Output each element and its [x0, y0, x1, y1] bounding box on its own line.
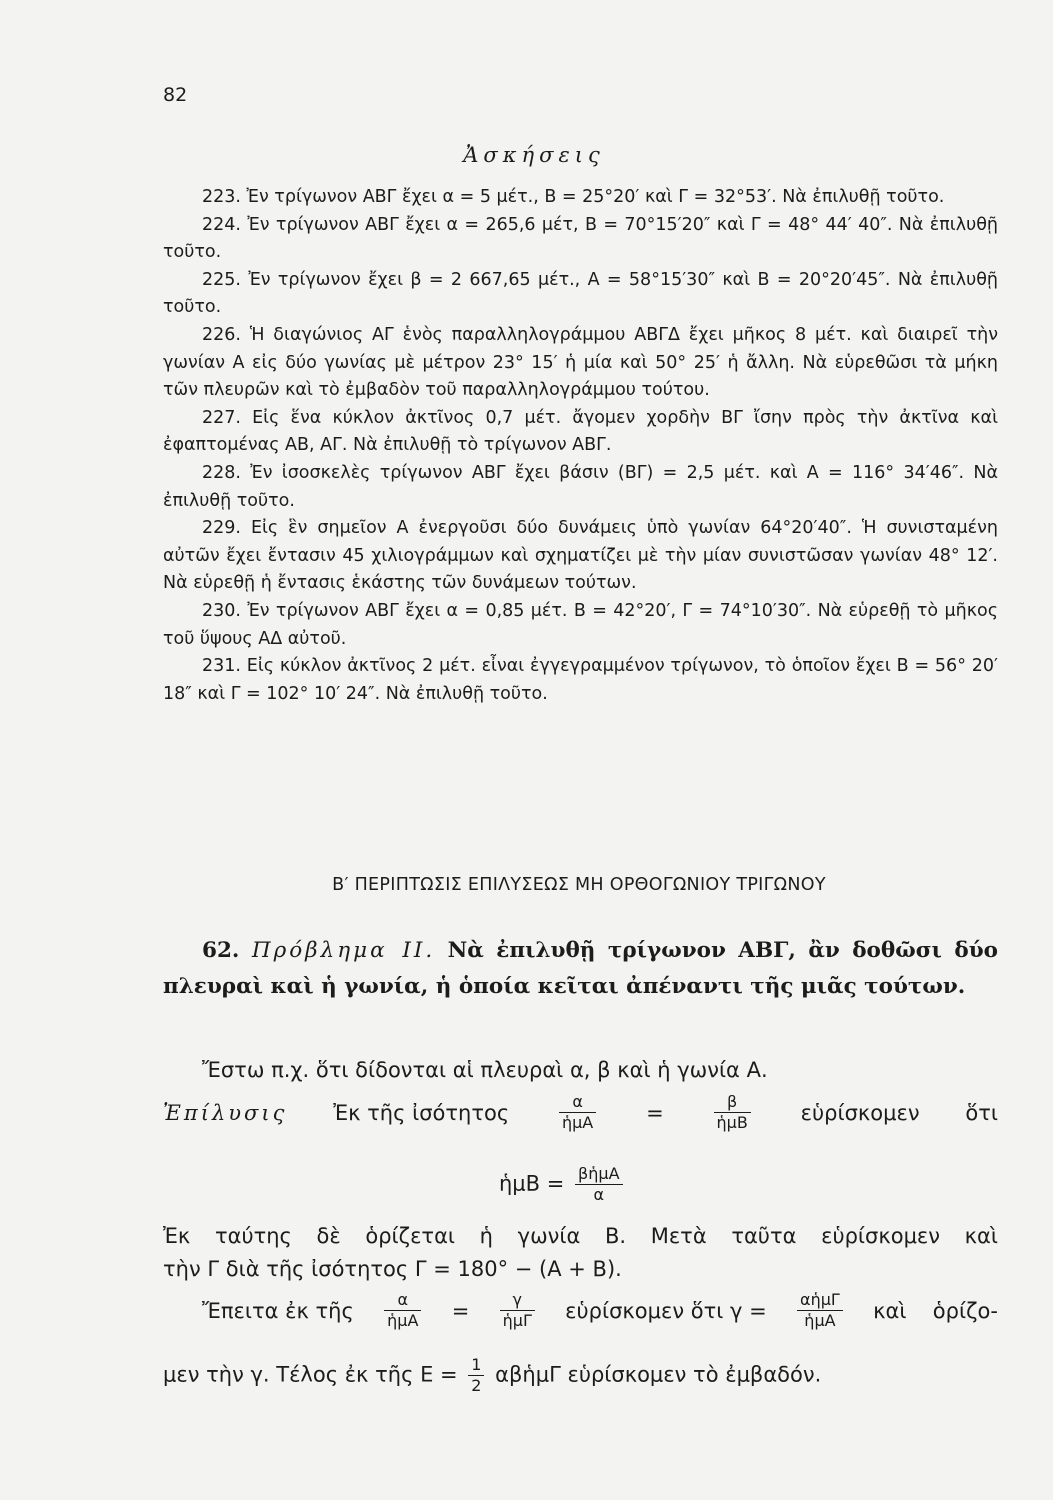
frac-num: α — [397, 1290, 409, 1309]
fraction-a-over-sinA-2 — [384, 1290, 421, 1331]
exercise-228: 228. Ἐν ἰσοσκελὲς τρίγωνον ΑΒΓ ἔχει βάσιν (ΒΓ) = 2,5 μέτ. καὶ Α = 116° 34′46″. Νὰ ἐπιλυθῇ τοῦτο. — [163, 462, 998, 511]
solution-line-4: τὴν Γ διὰ τῆς ἰσότητος Γ = 180° − (Α + Β). — [163, 1257, 622, 1281]
solution-line-3: Ἐκ ταύτης δὲ ὁρίζεται ἡ γωνία Β. Μετὰ ταῦτα εὑρίσκομεν καὶ — [163, 1224, 998, 1248]
frac-den: α — [575, 1184, 622, 1205]
section-heading: Ἀσκήσεις — [463, 143, 605, 167]
frac-den: ἡμΑ — [797, 1310, 843, 1331]
frac-num: 1 — [471, 1355, 482, 1374]
l5-mid: εὑρίσκομεν ὅτι γ = — [565, 1298, 767, 1323]
fraction-a-over-sinA — [559, 1092, 596, 1133]
problem-statement — [163, 933, 998, 1005]
page-number: 82 — [163, 84, 188, 106]
exercise-list — [163, 184, 998, 708]
l1-post2: ὅτι — [965, 1100, 998, 1125]
exercise-223: 223. Ἐν τρίγωνον ΑΒΓ ἔχει α = 5 μέτ., Β = 25°20′ καὶ Γ = 32°53′. Νὰ ἐπιλυθῇ τοῦτο. — [202, 187, 945, 207]
fraction-bsinA-over-a — [575, 1164, 622, 1205]
problem-number: 62. — [202, 938, 240, 963]
problem-label: Πρόβλημα ΙΙ. — [251, 938, 436, 963]
exercise-226: 226. Ἡ διαγώνιος ΑΓ ἑνὸς παραλληλογράμμου ΑΒΓΔ ἔχει μῆκος 8 μέτ. καὶ διαιρεῖ τὴν γωνίαν Α εἰς δύο γωνίας μὲ μέτρον 23° 15′ ἡ μία καὶ 50° 25′ ἡ ἄλλη. Νὰ εὑρεθῶσι τὰ μήκη τῶν πλευρῶν καὶ τὸ ἐμβαδὸν τοῦ παραλληλογράμμου τούτου. — [163, 324, 998, 401]
frac-den: ἡμΑ — [384, 1310, 421, 1331]
exercise-227: 227. Εἰς ἕνα κύκλον ἀκτῖνος 0,7 μέτ. ἄγομεν χορδὴν ΒΓ ἴσην πρὸς τὴν ἀκτῖνα καὶ ἐφαπτομένας ΑΒ, ΑΓ. Νὰ ἐπιλυθῇ τὸ τρίγωνον ΑΒΓ. — [163, 407, 998, 456]
frac-num: αἡμΓ — [800, 1290, 840, 1309]
formula-sinB — [499, 1164, 627, 1205]
l5-pre: Ἔπειτα ἐκ τῆς — [202, 1298, 354, 1323]
exercise-224: 224. Ἐν τρίγωνον ΑΒΓ ἔχει α = 265,6 μέτ, Β = 70°15′20″ καὶ Γ = 48° 44′ 40″. Νὰ ἐπιλυθῇ τοῦτο. — [163, 214, 998, 263]
frac-den: 2 — [468, 1375, 484, 1396]
exercise-225: 225. Ἐν τρίγωνον ἔχει β = 2 667,65 μέτ., Α = 58°15′30″ καὶ Β = 20°20′45″. Νὰ ἐπιλυθῇ τοῦτο. — [163, 269, 998, 318]
fraction-b-over-sinB — [714, 1092, 751, 1133]
frac-num: γ — [512, 1290, 522, 1309]
solution-label: Ἐπίλυσις — [163, 1100, 288, 1125]
l1-pre: Ἐκ τῆς ἰσότητος — [333, 1100, 510, 1125]
frac-num: β — [727, 1092, 738, 1111]
given-line: Ἔστω π.χ. ὅτι δίδονται αἱ πλευραὶ α, β καὶ ἡ γωνία Α. — [202, 1058, 768, 1082]
solution-line-5 — [163, 1290, 998, 1331]
frac-den: ἡμΒ — [714, 1112, 751, 1133]
frac-den: ἡμΓ — [500, 1310, 535, 1331]
problem-text: Νὰ ἐπιλυθῇ τρίγωνον ΑΒΓ, ἂν δοθῶσι δύο πλευραὶ καὶ ἡ γωνία, ἡ ὁποία κεῖται ἀπέναντι τῆς μιᾶς τούτων. — [163, 938, 998, 999]
frac-num: βἡμΑ — [578, 1164, 620, 1183]
l6-pre: μεν τὴν γ. Τέλος ἐκ τῆς Ε = — [163, 1362, 458, 1387]
part-title: Β′ ΠΕΡΙΠΤΩΣΙΣ ΕΠΙΛΥΣΕΩΣ ΜΗ ΟΡΘΟΓΩΝΙΟΥ ΤΡΙΓΩΝΟΥ — [332, 875, 826, 895]
fraction-c-over-sinC — [500, 1290, 535, 1331]
sinB-lhs: ἡμΒ = — [499, 1171, 565, 1196]
exercise-230: 230. Ἐν τρίγωνον ΑΒΓ ἔχει α = 0,85 μέτ. Β = 42°20′, Γ = 74°10′30″. Νὰ εὑρεθῇ τὸ μῆκος τοῦ ὕψους ΑΔ αὐτοῦ. — [163, 600, 998, 649]
exercise-229: 229. Εἰς ἓν σημεῖον Α ἐνεργοῦσι δύο δυνάμεις ὑπὸ γωνίαν 64°20′40″. Ἡ συνισταμένη αὐτῶν ἔχει ἔντασιν 45 χιλιογράμμων καὶ σχηματίζει μὲ τὴν μίαν συνιστῶσαν γωνίαν 48° 12′. Νὰ εὑρεθῇ ἡ ἔντασις ἑκάστης τῶν δυνάμεων τούτων. — [163, 518, 998, 594]
fraction-asinC-over-sinA — [797, 1290, 843, 1331]
l6-post: αβἡμΓ εὑρίσκομεν τὸ ἐμβαδόν. — [495, 1362, 822, 1387]
solution-line-6 — [163, 1355, 998, 1396]
l5-post1: καὶ — [873, 1298, 907, 1323]
l5-post2: ὁρίζο- — [932, 1298, 998, 1323]
l1-post1: εὑρίσκομεν — [800, 1100, 920, 1125]
exercise-231: 231. Εἰς κύκλον ἀκτῖνος 2 μέτ. εἶναι ἐγγεγραμμένον τρίγωνον, τὸ ὁποῖον ἔχει Β = 56° 20′ 18″ καὶ Γ = 102° 10′ 24″. Νὰ ἐπιλυθῇ τοῦτο. — [163, 656, 998, 704]
equals: = — [451, 1298, 470, 1323]
frac-den: ἡμΑ — [559, 1112, 596, 1133]
solution-line-1 — [163, 1092, 998, 1133]
equals: = — [646, 1100, 664, 1125]
frac-num: α — [572, 1092, 583, 1111]
fraction-one-half — [468, 1355, 484, 1396]
